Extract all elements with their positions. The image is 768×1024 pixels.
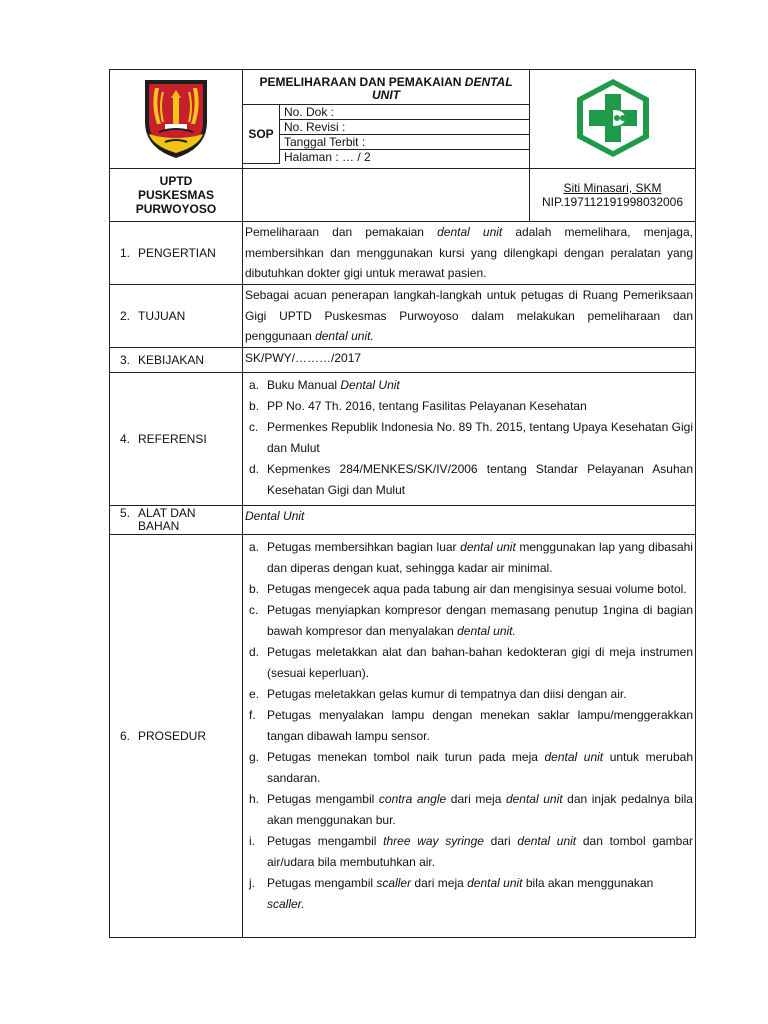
list-item: d. Kepmenkes 284/MENKES/SK/IV/2006 tentang Standar Pelayanan Asuhan Kesehatan Gigi dan Mulut <box>249 462 693 497</box>
section-content-kebijakan: SK/PWY/………/2017 <box>243 348 696 373</box>
referensi-list <box>245 375 693 501</box>
uptd-line-2: PUSKESMAS <box>137 188 214 202</box>
list-item: i. Petugas mengambil three way syringe dari dental unit dan tombol gambar air/udara bila membutuhkan air. <box>249 834 694 869</box>
section-label-tujuan: 2. TUJUAN <box>110 285 243 348</box>
section-content-pengertian: Pemeliharaan dan pemakaian dental unit adalah memelihara, menjaga, membersihkan dan menggunakan kursi yang dilengkapi dengan peralatan yang dibutuhkan dokter gigi untuk merawat pasien. <box>243 222 696 285</box>
sop-label: SOP <box>243 105 280 164</box>
uptd-line-1: UPTD <box>159 174 193 188</box>
section-label-prosedur: 6. PROSEDUR <box>110 535 243 938</box>
section-content-tujuan: Sebagai acuan penerapan langkah-langkah untuk petugas di Ruang Pemeriksaan Gigi UPTD Puskesmas Purwoyoso dalam melakukan pemeliharaan dan penggunaan dental unit. <box>243 285 696 348</box>
left-logo-cell <box>110 70 243 169</box>
meta-halaman: Halaman : … / 2 <box>280 149 530 164</box>
section-label-alat: 5. ALAT DAN BAHAN <box>110 506 243 535</box>
section-content-alat: Dental Unit <box>243 506 696 535</box>
list-item: j. Petugas mengambil scaller dari meja dental unit bila akan menggunakan <box>249 876 654 890</box>
section-content-prosedur <box>243 535 696 938</box>
list-item: f. Petugas menyalakan lampu dengan menekan saklar lampu/menggerakkan tangan dibawah lampu sensor. <box>249 708 693 743</box>
signer-name: Siti Minasari, SKM <box>563 181 662 195</box>
meta-no-revisi: No. Revisi : <box>280 119 530 134</box>
page-title: PEMELIHARAAN DAN PEMAKAIAN DENTAL UNIT <box>243 74 529 105</box>
sop-table <box>109 69 696 938</box>
right-logo-cell <box>530 70 696 169</box>
uptd-line-3: PURWOYOSO <box>135 202 217 216</box>
prosedur-list <box>245 537 693 915</box>
sop-document <box>109 69 695 938</box>
list-item: scaller. <box>267 897 305 911</box>
signature-cell <box>530 169 696 222</box>
list-item: e. Petugas meletakkan gelas kumur di tempatnya dan diisi dengan air. <box>249 687 627 701</box>
list-item: b. Petugas mengecek aqua pada tabung air dan mengisinya sesuai volume botol. <box>249 582 687 596</box>
section-label-referensi: 4. REFERENSI <box>110 373 243 506</box>
list-item: b. PP No. 47 Th. 2016, tentang Fasilitas Pelayanan Kesehatan <box>249 399 587 413</box>
meta-no-dok: No. Dok : <box>280 105 530 120</box>
puskesmas-logo-icon <box>573 76 653 160</box>
list-item: h. Petugas mengambil contra angle dari meja dental unit dan injak pedalnya bila akan menggunakan bur. <box>249 792 693 827</box>
list-item: a. Buku Manual Dental Unit <box>249 378 400 392</box>
list-item: g. Petugas menekan tombol naik turun pada meja dental unit untuk merubah sandaran. <box>249 750 693 785</box>
section-label-pengertian: 1. PENGERTIAN <box>110 222 243 285</box>
section-label-kebijakan: 3. KEBIJAKAN <box>110 348 243 373</box>
uptd-name <box>110 169 243 222</box>
city-crest-icon <box>141 76 211 160</box>
empty-cell <box>243 169 530 222</box>
list-item: c. Petugas menyiapkan kompresor dengan memasang penutup 1ngina di bagian bawah kompresor dan menyalakan dental unit. <box>249 603 693 638</box>
list-item: d. Petugas meletakkan alat dan bahan-bahan kedokteran gigi di meja instrumen (sesuai keperluan). <box>249 645 693 680</box>
signer-nip: NIP.197112191998032006 <box>541 195 684 209</box>
list-item: a. Petugas membersihkan bagian luar dental unit menggunakan lap yang dibasahi dan diperas dengan kuat, sehingga kadar air minimal. <box>249 540 693 575</box>
title-cell <box>243 70 530 169</box>
doc-meta-table <box>243 105 529 165</box>
section-content-referensi <box>243 373 696 506</box>
meta-tanggal-terbit: Tanggal Terbit : <box>280 134 530 149</box>
list-item: c. Permenkes Republik Indonesia No. 89 Th. 2015, tentang Upaya Kesehatan Gigi dan Mulut <box>249 420 693 455</box>
